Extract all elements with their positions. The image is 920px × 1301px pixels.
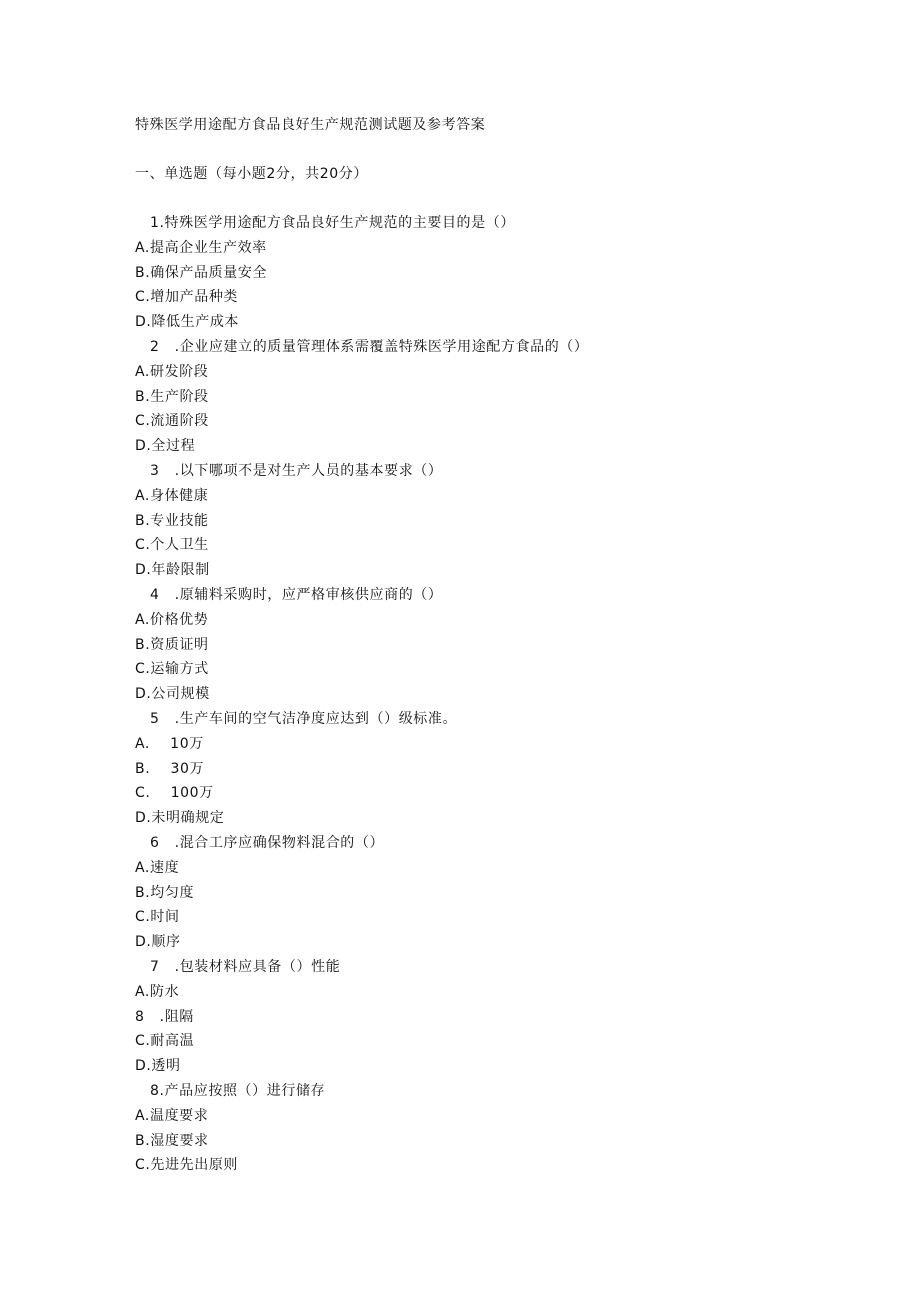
answer-option: A.提高企业生产效率 [135,239,267,256]
answer-option: C.时间 [135,909,180,926]
answer-option: C. 100万 [135,785,214,802]
question-text: 5 .生产车间的空气洁净度应达到（）级标准。 [150,711,458,727]
answer-option: D.未明确规定 [135,810,225,827]
answer-option: A.速度 [135,859,180,876]
answer-option: B.资质证明 [135,636,209,653]
answer-option: A.研发阶段 [135,363,209,380]
answer-option: B.湿度要求 [135,1132,209,1149]
answer-option: D.透明 [135,1058,181,1075]
answer-option: A.价格优势 [135,611,209,628]
question-text: 3 .以下哪项不是对生产人员的基本要求（） [150,463,443,479]
question-text: 4 .原辅料采购时，应严格审核供应商的（） [150,587,443,603]
question-text: 6 .混合工序应确保物料混合的（） [150,835,385,851]
answer-option: C.运输方式 [135,661,209,678]
answer-option: A.防水 [135,983,180,1000]
answer-option: C.耐高温 [135,1033,195,1050]
answer-option: D.全过程 [135,438,196,455]
answer-option: C.个人卫生 [135,537,209,554]
answer-option: B.确保产品质量安全 [135,264,268,281]
answer-option: 8 .阻隔 [135,1008,194,1025]
answer-option: D.公司规模 [135,686,210,703]
answer-option: C.先进先出原则 [135,1157,239,1174]
answer-option: C.流通阶段 [135,413,209,430]
answer-option: A.身体健康 [135,487,209,504]
question-text: 7 .包装材料应具备（）性能 [150,959,341,975]
answer-option: D.降低生产成本 [135,314,240,331]
question-text: 2 .企业应建立的质量管理体系需覆盖特殊医学用途配方食品的（） [150,339,589,355]
answer-option: A. 10万 [135,735,204,752]
answer-option: D.年龄限制 [135,562,210,579]
section-heading: 一、单选题（每小题2分，共20分） [135,166,368,182]
answer-option: C.增加产品种类 [135,289,239,306]
answer-option: B. 30万 [135,760,205,777]
document-title: 特殊医学用途配方食品良好生产规范测试题及参考答案 [135,117,486,133]
answer-option: B.均匀度 [135,884,195,901]
question-text: 1.特殊医学用途配方食品良好生产规范的主要目的是（） [150,215,515,231]
answer-option: B.生产阶段 [135,388,209,405]
answer-option: B.专业技能 [135,512,209,529]
question-text: 8.产品应按照（）进行储存 [150,1083,326,1099]
answer-option: D.顺序 [135,934,181,951]
answer-option: A.温度要求 [135,1107,209,1124]
